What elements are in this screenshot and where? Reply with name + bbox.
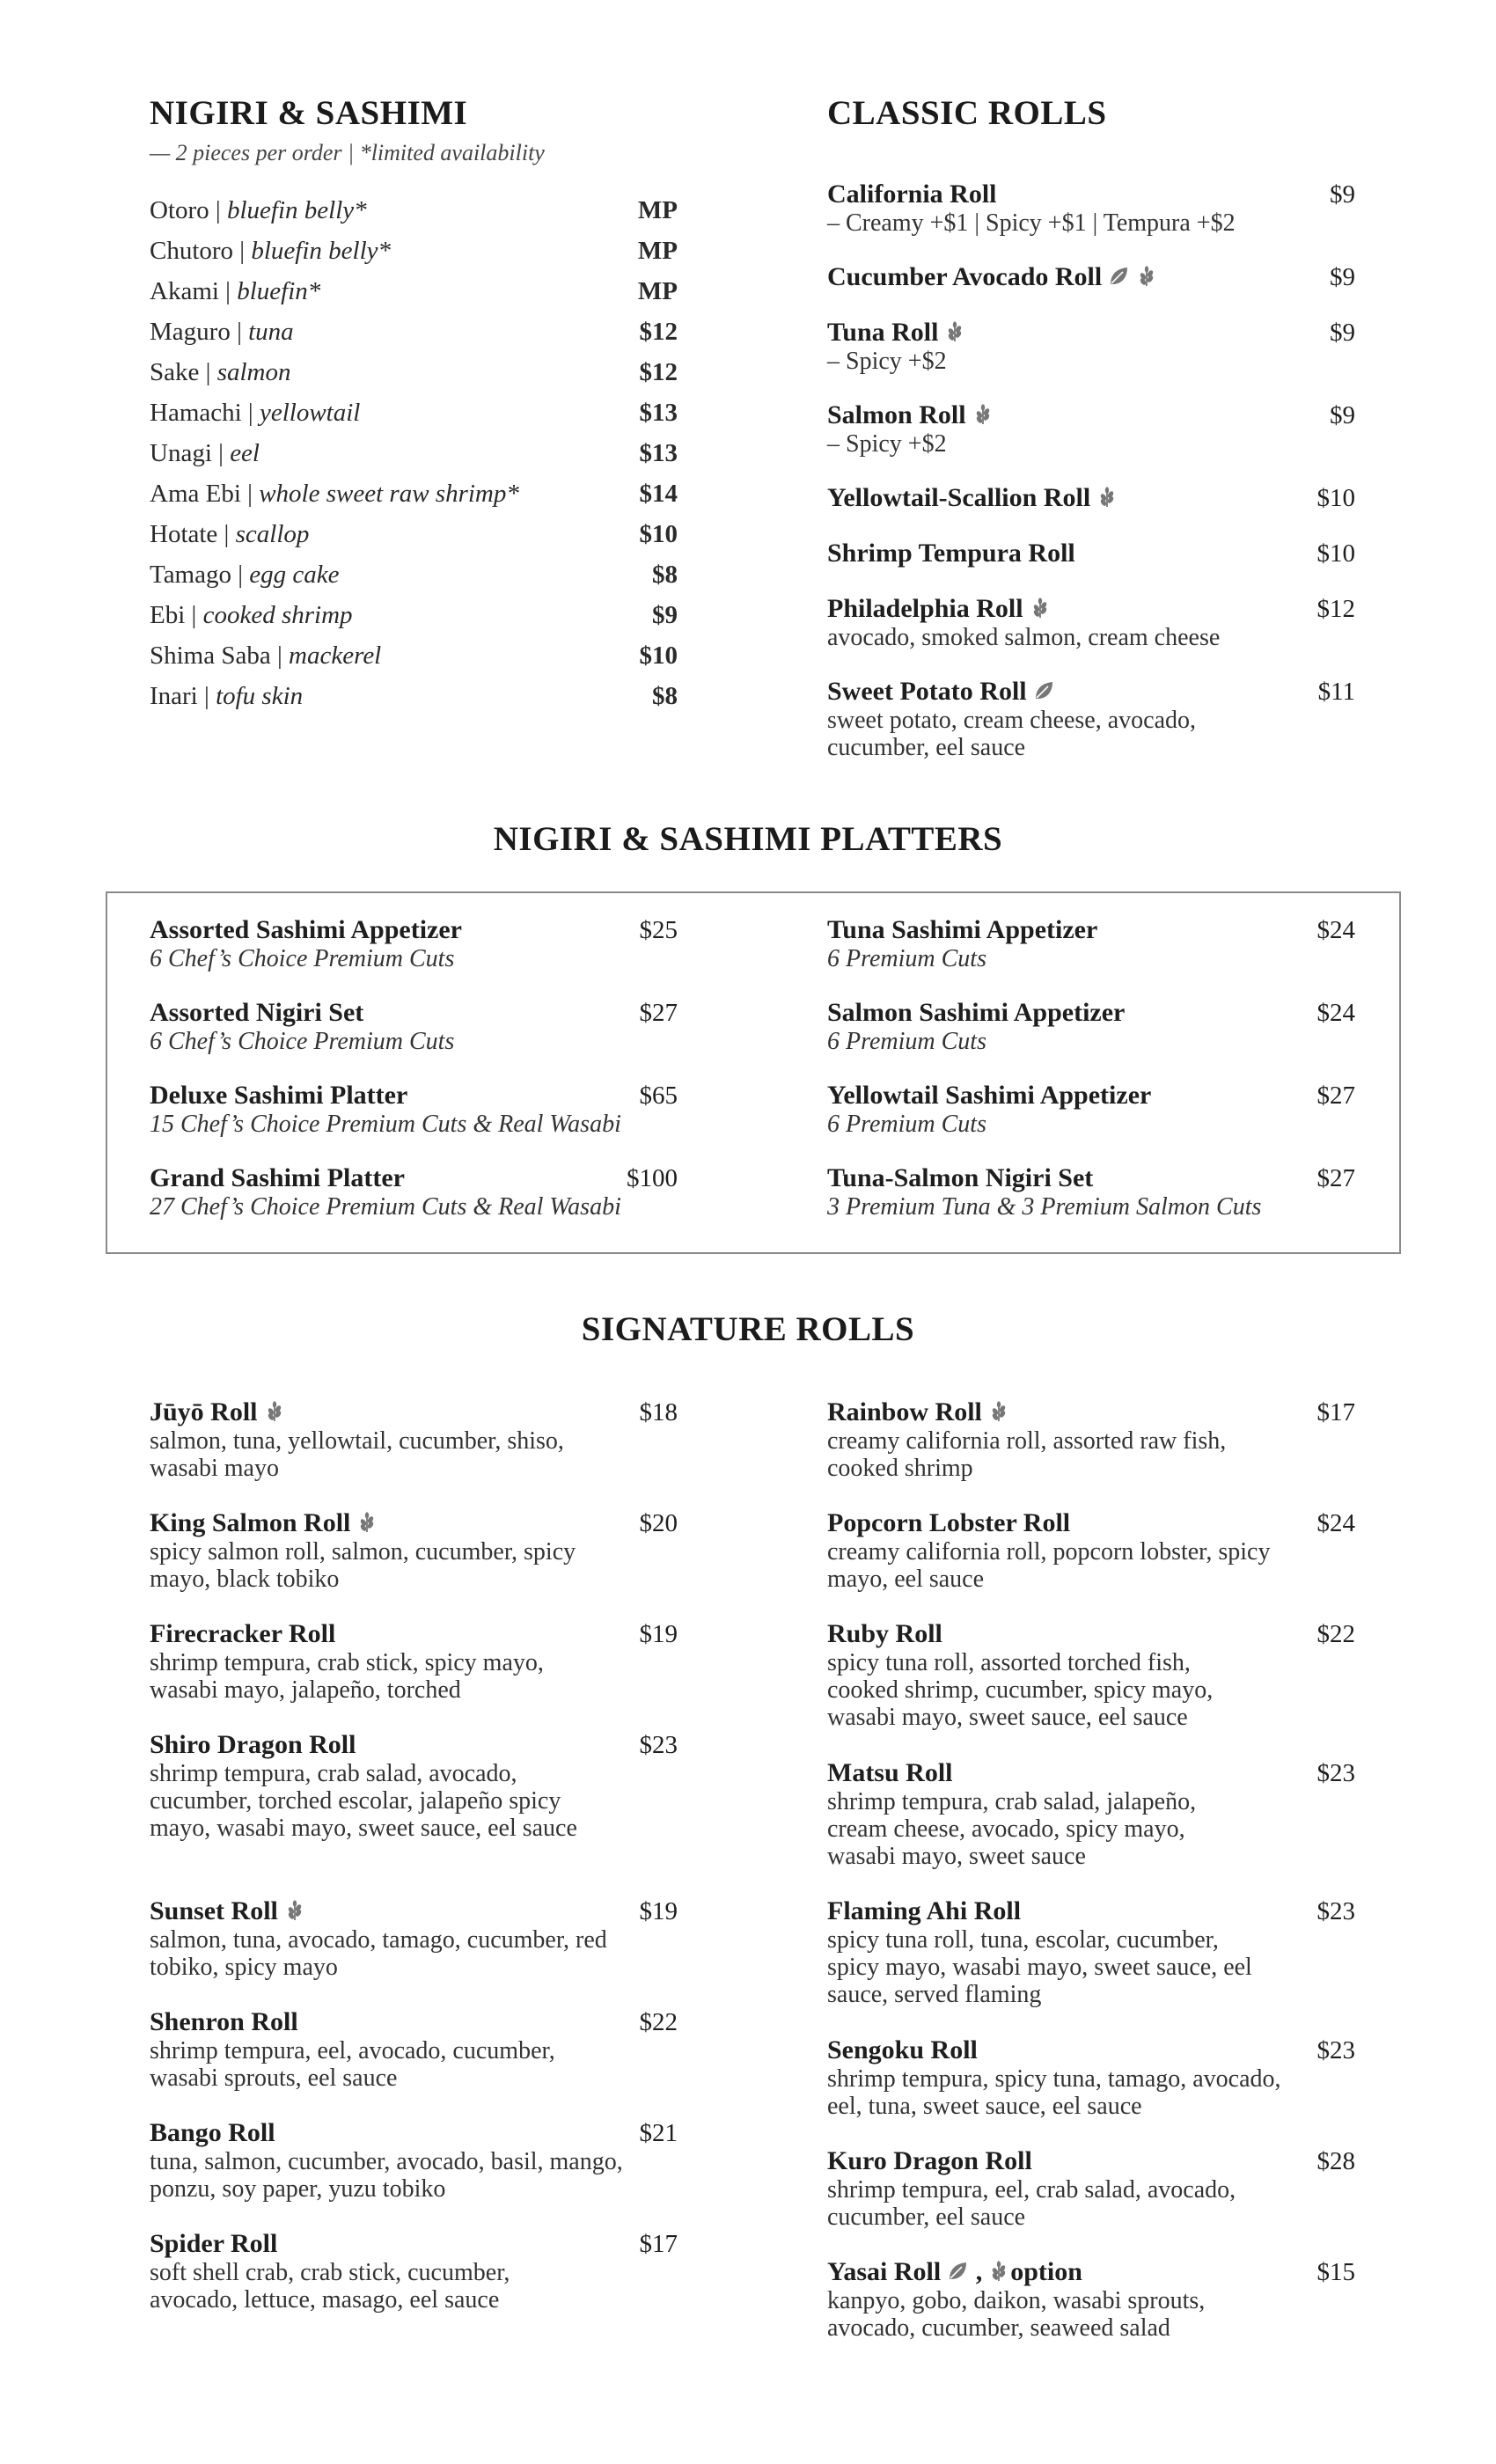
signature-title: SIGNATURE ROLLS xyxy=(581,1310,915,1348)
item-desc: 6 Premium Cuts xyxy=(827,1111,986,1138)
item-price: $19 xyxy=(639,1620,678,1648)
item-name: Tuna Roll xyxy=(827,318,939,347)
item-name: Chutoro | xyxy=(150,236,252,265)
list-item xyxy=(150,915,678,972)
item-desc: whole sweet raw shrimp* xyxy=(259,479,519,508)
item-desc: 15 Chef’s Choice Premium Cuts & Real Wasabi xyxy=(150,1111,621,1138)
list-item xyxy=(150,237,678,277)
item-name: Hotate | xyxy=(150,519,236,548)
item-price: $9 xyxy=(652,600,678,629)
list-item xyxy=(150,1081,678,1138)
wheat-icon xyxy=(1135,265,1158,288)
list-item xyxy=(150,439,678,480)
list-item xyxy=(150,196,678,237)
list-item xyxy=(150,1397,678,1482)
list-item xyxy=(827,2146,1355,2231)
list-item xyxy=(150,2118,678,2203)
item-name: Akami | xyxy=(150,276,238,305)
item-name: Tuna Sashimi Appetizer xyxy=(827,915,1098,944)
list-item xyxy=(827,318,1355,375)
list-item xyxy=(827,915,1355,972)
list-item xyxy=(150,2229,678,2314)
item-name: Popcorn Lobster Roll xyxy=(827,1508,1071,1537)
item-price: $17 xyxy=(1316,1398,1355,1426)
item-price: $9 xyxy=(1330,319,1355,347)
list-item xyxy=(827,1508,1355,1593)
item-desc: bluefin belly* xyxy=(251,236,392,265)
item-name: Shrimp Tempura Roll xyxy=(827,539,1075,568)
item-name-suffix: , xyxy=(975,2257,983,2286)
item-price: $25 xyxy=(639,916,678,944)
item-name: Deluxe Sashimi Platter xyxy=(150,1081,408,1110)
item-price: $10 xyxy=(1316,484,1355,512)
list-item xyxy=(150,642,678,682)
item-price: $9 xyxy=(1330,263,1355,291)
item-desc: cooked shrimp xyxy=(202,600,353,629)
item-desc: – Creamy +$1 | Spicy +$1 | Tempura +$2 xyxy=(827,209,1236,237)
item-price: $24 xyxy=(1316,1509,1355,1537)
item-name: Shenron Roll xyxy=(150,2007,298,2036)
item-desc: spicy tuna roll, assorted torched fish, cooked shrimp, cucumber, spicy mayo, wasabi mayo, sweet sauce, eel sauce xyxy=(827,1649,1214,1731)
item-name: Ama Ebi | xyxy=(150,479,260,508)
item-name: Assorted Sashimi Appetizer xyxy=(150,915,462,944)
item-name: Flaming Ahi Roll xyxy=(827,1896,1022,1925)
signature-left xyxy=(150,1397,678,2321)
list-item xyxy=(827,1163,1355,1221)
list-item xyxy=(150,1730,678,1842)
list-item xyxy=(827,2035,1355,2120)
item-name: Salmon Roll xyxy=(827,400,966,429)
item-price: $14 xyxy=(639,479,678,508)
item-desc: tuna, salmon, cucumber, avocado, basil, mango, ponzu, soy paper, yuzu tobiko xyxy=(150,2148,623,2203)
item-desc: 3 Premium Tuna & 3 Premium Salmon Cuts xyxy=(827,1193,1262,1221)
item-price: $12 xyxy=(639,317,678,346)
item-name: California Roll xyxy=(827,180,997,209)
item-price: $23 xyxy=(1316,1759,1355,1787)
item-desc: tofu skin xyxy=(216,681,304,710)
wheat-icon xyxy=(263,1400,286,1423)
platters-right xyxy=(827,915,1355,1232)
item-name: Philadelphia Roll xyxy=(827,594,1023,623)
list-item xyxy=(150,399,678,439)
item-price: $8 xyxy=(652,681,678,710)
item-desc: eel xyxy=(230,438,260,467)
list-item xyxy=(827,262,1355,292)
item-desc: salmon xyxy=(216,357,291,386)
vegan-leaf-icon xyxy=(1032,679,1055,702)
item-desc: shrimp tempura, crab salad, avocado, cucumber, torched escolar, jalapeño spicy mayo, wasabi mayo, sweet sauce, eel sauce xyxy=(150,1760,577,1842)
item-name: Shima Saba | xyxy=(150,641,290,670)
item-desc: – Spicy +$2 xyxy=(827,430,947,458)
nigiri-subtitle: — 2 pieces per order | *limited availability xyxy=(150,139,545,165)
list-item xyxy=(827,180,1355,237)
list-item xyxy=(150,2007,678,2092)
list-item xyxy=(150,1896,678,1981)
list-item xyxy=(827,1619,1355,1731)
classic-title: CLASSIC ROLLS xyxy=(827,94,1107,132)
item-desc: creamy california roll, popcorn lobster, spicy mayo, eel sauce xyxy=(827,1538,1271,1593)
item-price: $12 xyxy=(639,357,678,386)
item-price: $13 xyxy=(639,438,678,467)
item-desc: kanpyo, gobo, daikon, wasabi sprouts, avocado, cucumber, seaweed salad xyxy=(827,2287,1206,2342)
list-item xyxy=(150,277,678,318)
list-item xyxy=(827,400,1355,458)
item-desc: shrimp tempura, eel, crab salad, avocado, cucumber, eel sauce xyxy=(827,2176,1236,2231)
item-name: Otoro | xyxy=(150,195,227,224)
item-price: $23 xyxy=(639,1731,678,1759)
wheat-icon xyxy=(987,2260,1010,2283)
item-desc: shrimp tempura, spicy tuna, tamago, avocado, eel, tuna, sweet sauce, eel sauce xyxy=(827,2065,1281,2120)
item-desc: tuna xyxy=(248,317,294,346)
item-price: $24 xyxy=(1316,916,1355,944)
item-price: $19 xyxy=(639,1897,678,1925)
item-price: $27 xyxy=(1316,1164,1355,1192)
item-name: Ruby Roll xyxy=(827,1619,942,1648)
item-price: $23 xyxy=(1316,2036,1355,2064)
wheat-icon xyxy=(972,403,994,426)
item-price: $21 xyxy=(639,2119,678,2147)
item-desc: shrimp tempura, crab stick, spicy mayo, wasabi mayo, jalapeño, torched xyxy=(150,1649,544,1704)
item-price: $11 xyxy=(1317,678,1355,706)
wheat-icon xyxy=(943,320,966,343)
item-name: Salmon Sashimi Appetizer xyxy=(827,998,1126,1027)
list-item xyxy=(827,1081,1355,1138)
item-desc: shrimp tempura, crab salad, jalapeño, cream cheese, avocado, spicy mayo, wasabi mayo, sweet sauce xyxy=(827,1788,1197,1870)
item-name: Yellowtail-Scallion Roll xyxy=(827,483,1091,512)
item-price: MP xyxy=(637,236,678,265)
list-item xyxy=(827,2257,1355,2342)
list-item xyxy=(827,594,1355,651)
item-name: Matsu Roll xyxy=(827,1758,953,1787)
item-name: Jūyō Roll xyxy=(150,1397,258,1426)
item-desc: avocado, smoked salmon, cream cheese xyxy=(827,624,1221,651)
item-price: MP xyxy=(637,195,678,224)
item-price: $12 xyxy=(1316,595,1355,623)
item-desc: soft shell crab, crab stick, cucumber, avocado, lettuce, masago, eel sauce xyxy=(150,2259,510,2314)
item-desc: spicy tuna roll, tuna, escolar, cucumber, spicy mayo, wasabi mayo, sweet sauce, eel sauce, served flaming xyxy=(827,1926,1252,2008)
item-desc: egg cake xyxy=(249,560,340,589)
item-desc: salmon, tuna, avocado, tamago, cucumber, red tobiko, spicy mayo xyxy=(150,1926,607,1981)
item-desc: 6 Premium Cuts xyxy=(827,1028,986,1055)
item-desc: spicy salmon roll, salmon, cucumber, spicy mayo, black tobiko xyxy=(150,1538,576,1593)
wheat-icon xyxy=(283,1899,306,1922)
item-name: Sake | xyxy=(150,357,217,386)
item-name: King Salmon Roll xyxy=(150,1508,351,1537)
vegan-leaf-icon xyxy=(946,2260,969,2283)
item-price: $28 xyxy=(1316,2147,1355,2175)
list-item xyxy=(150,520,678,561)
list-item xyxy=(827,998,1355,1055)
list-item xyxy=(150,561,678,601)
item-price: $65 xyxy=(639,1082,678,1110)
item-price: $22 xyxy=(639,2008,678,2036)
option-label: option xyxy=(1010,2257,1082,2286)
item-price: $23 xyxy=(1316,1897,1355,1925)
item-desc: bluefin* xyxy=(237,276,321,305)
list-item xyxy=(150,998,678,1055)
list-item xyxy=(150,358,678,399)
item-desc: bluefin belly* xyxy=(226,195,367,224)
item-name: Assorted Nigiri Set xyxy=(150,998,364,1027)
wheat-icon xyxy=(987,1400,1010,1423)
item-name: Hamachi | xyxy=(150,398,260,427)
item-name: Tuna-Salmon Nigiri Set xyxy=(827,1163,1094,1192)
item-name: Firecracker Roll xyxy=(150,1619,336,1648)
item-price: MP xyxy=(637,276,678,305)
item-name: Inari | xyxy=(150,681,216,710)
item-name: Ebi | xyxy=(150,600,203,629)
item-name: Yellowtail Sashimi Appetizer xyxy=(827,1081,1152,1110)
item-price: $22 xyxy=(1316,1620,1355,1648)
item-name: Maguro | xyxy=(150,317,249,346)
item-price: $15 xyxy=(1316,2258,1355,2286)
item-price: $27 xyxy=(639,999,678,1027)
item-name: Bango Roll xyxy=(150,2118,275,2147)
item-name: Cucumber Avocado Roll xyxy=(827,262,1103,291)
classic-section xyxy=(827,95,1355,781)
item-name: Spider Roll xyxy=(150,2229,278,2258)
list-item xyxy=(827,1896,1355,2008)
item-desc: 6 Premium Cuts xyxy=(827,945,986,972)
item-name: Kuro Dragon Roll xyxy=(827,2146,1032,2175)
item-name: Grand Sashimi Platter xyxy=(150,1163,405,1192)
wheat-icon xyxy=(1029,597,1052,620)
item-desc: mackerel xyxy=(289,641,382,670)
item-price: $9 xyxy=(1330,180,1355,209)
item-price: $10 xyxy=(639,641,678,670)
list-item xyxy=(827,677,1355,761)
list-item xyxy=(150,318,678,358)
item-price: $8 xyxy=(652,560,678,589)
item-name: Yasai Roll xyxy=(827,2257,942,2286)
wheat-icon xyxy=(1096,486,1118,509)
nigiri-section xyxy=(150,95,678,722)
item-name: Sunset Roll xyxy=(150,1896,278,1925)
item-price: $18 xyxy=(639,1398,678,1426)
list-item xyxy=(827,1397,1355,1482)
nigiri-title: NIGIRI & SASHIMI xyxy=(150,94,468,132)
signature-right xyxy=(827,1397,1355,2365)
list-item xyxy=(150,480,678,520)
list-item xyxy=(150,682,678,722)
item-name: Sweet Potato Roll xyxy=(827,677,1027,706)
item-name: Unagi | xyxy=(150,438,231,467)
list-item xyxy=(827,483,1355,513)
item-price: $13 xyxy=(639,398,678,427)
item-price: $27 xyxy=(1316,1082,1355,1110)
item-desc: 6 Chef’s Choice Premium Cuts xyxy=(150,1028,455,1055)
item-price: $17 xyxy=(639,2230,678,2258)
list-item xyxy=(150,1508,678,1593)
item-price: $100 xyxy=(627,1164,678,1192)
item-desc: 27 Chef’s Choice Premium Cuts & Real Wasabi xyxy=(150,1193,621,1221)
item-price: $9 xyxy=(1330,401,1355,429)
item-desc: scallop xyxy=(235,519,310,548)
item-desc: sweet potato, cream cheese, avocado, cucumber, eel sauce xyxy=(827,707,1197,761)
item-price: $20 xyxy=(639,1509,678,1537)
item-price: $24 xyxy=(1316,999,1355,1027)
list-item xyxy=(827,1758,1355,1870)
item-price: $10 xyxy=(639,519,678,548)
platters-title: NIGIRI & SASHIMI PLATTERS xyxy=(493,820,1003,858)
item-desc: 6 Chef’s Choice Premium Cuts xyxy=(150,945,455,972)
item-name: Rainbow Roll xyxy=(827,1397,982,1426)
item-name: Shiro Dragon Roll xyxy=(150,1730,356,1759)
platters-left xyxy=(150,915,678,1232)
item-desc: salmon, tuna, yellowtail, cucumber, shiso, wasabi mayo xyxy=(150,1427,564,1482)
vegan-leaf-icon xyxy=(1107,265,1130,288)
item-desc: shrimp tempura, eel, avocado, cucumber, wasabi sprouts, eel sauce xyxy=(150,2037,555,2092)
wheat-icon xyxy=(356,1511,378,1534)
item-desc: creamy california roll, assorted raw fish, cooked shrimp xyxy=(827,1427,1227,1482)
list-item xyxy=(150,1619,678,1704)
item-desc: yellowtail xyxy=(259,398,361,427)
list-item xyxy=(827,539,1355,568)
list-item xyxy=(150,1163,678,1221)
item-name: Sengoku Roll xyxy=(827,2035,978,2064)
nigiri-list xyxy=(150,196,678,722)
item-name: Tamago | xyxy=(150,560,250,589)
item-price: $10 xyxy=(1316,539,1355,568)
item-desc: – Spicy +$2 xyxy=(827,348,947,375)
list-item xyxy=(150,601,678,642)
